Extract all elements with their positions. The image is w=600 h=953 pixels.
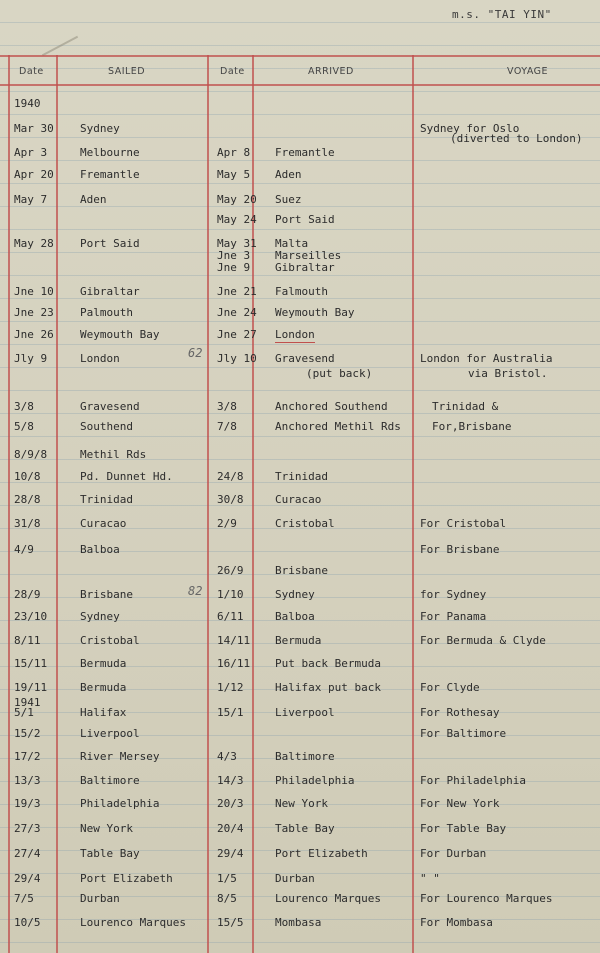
- sailed-date: Apr 20: [14, 168, 54, 181]
- sailed-date: 28/9: [14, 588, 41, 601]
- sailed-port: Baltimore: [80, 774, 140, 787]
- arrived-date: May 24: [217, 213, 257, 226]
- arrived-column-line: [412, 55, 414, 953]
- sailed-date: May 7: [14, 193, 48, 206]
- pencil-mark: 82: [188, 584, 203, 598]
- arrived-port: London: [275, 328, 315, 341]
- arrived-date: 14/3: [217, 774, 244, 787]
- sailed-date: Mar 30: [14, 122, 54, 135]
- arrived-port: Suez: [275, 193, 302, 206]
- arrived-port: Liverpool: [275, 706, 335, 719]
- voyage-note: For Clyde: [420, 681, 480, 694]
- sailed-date: Jne 26: [14, 328, 54, 341]
- sailed-port: Bermuda: [80, 681, 127, 694]
- sailed-date: 10/5: [14, 916, 41, 929]
- voyage-note: For Cristobal: [420, 517, 507, 530]
- sailed-port: New York: [80, 822, 133, 835]
- arrived-port: Anchored Methil Rds: [275, 420, 401, 433]
- arrived-date: May 5: [217, 168, 251, 181]
- arrived-date: 1/10: [217, 588, 244, 601]
- arrived-port: Mombasa: [275, 916, 322, 929]
- voyage-note: London for Australia: [420, 352, 553, 365]
- arrived-port: Table Bay: [275, 822, 335, 835]
- arrived-port: Balboa: [275, 610, 315, 623]
- arrived-date: 16/11: [217, 657, 251, 670]
- sailed-port: Halifax: [80, 706, 127, 719]
- arrived-port: New York: [275, 797, 328, 810]
- date2-column-line: [252, 55, 254, 953]
- arrived-date: 29/4: [217, 847, 244, 860]
- header-date-sailed: Date: [19, 66, 44, 77]
- sailed-port: Durban: [80, 892, 120, 905]
- arrived-port: Falmouth: [275, 285, 328, 298]
- pencil-mark: 62: [188, 346, 203, 360]
- sailed-date: Jly 9: [14, 352, 48, 365]
- arrived-port: Marseilles: [275, 249, 342, 262]
- sailed-date: 5/8: [14, 420, 34, 433]
- sailed-port: Table Bay: [80, 847, 140, 860]
- arrived-note: (put back): [306, 367, 373, 380]
- sailed-date: 5/1: [14, 706, 34, 719]
- arrived-date: Jne 24: [217, 306, 257, 319]
- voyage-note: via Bristol.: [468, 367, 548, 380]
- voyage-note: For New York: [420, 797, 500, 810]
- arrived-date: 20/3: [217, 797, 244, 810]
- arrived-port: Curacao: [275, 493, 322, 506]
- arrived-date: Jne 27: [217, 328, 257, 341]
- sailed-date: 8/11: [14, 634, 41, 647]
- arrived-date: 15/5: [217, 916, 244, 929]
- arrived-date: 15/1: [217, 706, 244, 719]
- sailed-date: 10/8: [14, 470, 41, 483]
- sailed-port: Brisbane: [80, 588, 133, 601]
- arrived-date: 14/11: [217, 634, 251, 647]
- arrived-date: May 20: [217, 193, 257, 206]
- arrived-date: 2/9: [217, 517, 237, 530]
- voyage-note: Trinidad &: [432, 400, 499, 413]
- arrived-port: Port Elizabeth: [275, 847, 368, 860]
- sailed-port: Lourenco Marques: [80, 916, 186, 929]
- sailed-date: 28/8: [14, 493, 41, 506]
- sailed-date: 3/8: [14, 400, 34, 413]
- header-date-arrived: Date: [220, 66, 245, 77]
- voyage-note: For Lourenco Marques: [420, 892, 553, 905]
- sailed-port: Gibraltar: [80, 285, 140, 298]
- sailed-port: Port Elizabeth: [80, 872, 173, 885]
- voyage-note: For Table Bay: [420, 822, 507, 835]
- arrived-port: Lourenco Marques: [275, 892, 381, 905]
- sailed-date: 29/4: [14, 872, 41, 885]
- sailed-port: Balboa: [80, 543, 120, 556]
- arrived-date: 4/3: [217, 750, 237, 763]
- arrived-port: Anchored Southend: [275, 400, 388, 413]
- sailed-port: Sydney: [80, 610, 120, 623]
- sailed-port: Methil Rds: [80, 448, 147, 461]
- sailed-port: Pd. Dunnet Hd.: [80, 470, 173, 483]
- sailed-date: May 28: [14, 237, 54, 250]
- sailed-port: Curacao: [80, 517, 127, 530]
- paper-crease: [42, 36, 78, 57]
- sailed-date: 31/8: [14, 517, 41, 530]
- sailed-port: Fremantle: [80, 168, 140, 181]
- voyage-note: For,Brisbane: [432, 420, 512, 433]
- sailed-date: 1941: [14, 696, 41, 709]
- sailed-port: Philadelphia: [80, 797, 160, 810]
- sailed-port: Port Said: [80, 237, 140, 250]
- header-sailed: SAILED: [108, 66, 146, 77]
- arrived-port: Halifax put back: [275, 681, 381, 694]
- voyage-note: Sydney for Oslo: [420, 122, 520, 135]
- sailed-port: Palmouth: [80, 306, 133, 319]
- arrived-port: Durban: [275, 872, 315, 885]
- sailed-date: 13/3: [14, 774, 41, 787]
- arrived-date: May 31: [217, 237, 257, 250]
- voyage-note: For Panama: [420, 610, 487, 623]
- sailed-column-line: [207, 55, 209, 953]
- sailed-port: Trinidad: [80, 493, 133, 506]
- header-bottom-line: [0, 84, 600, 86]
- arrived-date: 30/8: [217, 493, 244, 506]
- sailed-date: 17/2: [14, 750, 41, 763]
- sailed-date: 27/3: [14, 822, 41, 835]
- sailed-date: 15/2: [14, 727, 41, 740]
- sailed-date: 15/11: [14, 657, 48, 670]
- arrived-date: 8/5: [217, 892, 237, 905]
- voyage-note: For Brisbane: [420, 543, 500, 556]
- arrived-port: Malta: [275, 237, 309, 250]
- arrived-date: 6/11: [217, 610, 244, 623]
- sailed-date: 23/10: [14, 610, 48, 623]
- arrived-date: Apr 8: [217, 146, 251, 159]
- arrived-date: 20/4: [217, 822, 244, 835]
- arrived-date: Jne 21: [217, 285, 257, 298]
- arrived-port: Sydney: [275, 588, 315, 601]
- sailed-date: Jne 23: [14, 306, 54, 319]
- ship-title: m.s. "TAI YIN": [452, 8, 552, 21]
- arrived-date: 1/5: [217, 872, 237, 885]
- sailed-port: Liverpool: [80, 727, 140, 740]
- voyage-note: For Bermuda & Clyde: [420, 634, 546, 647]
- arrived-port: Put back Bermuda: [275, 657, 381, 670]
- sailed-date: 8/9/8: [14, 448, 48, 461]
- arrived-port: Philadelphia: [275, 774, 355, 787]
- header-arrived: ARRIVED: [308, 66, 354, 77]
- arrived-port: Bermuda: [275, 634, 322, 647]
- arrived-date: 1/12: [217, 681, 244, 694]
- sailed-date: Jne 10: [14, 285, 54, 298]
- sailed-port: Sydney: [80, 122, 120, 135]
- sailed-port: Bermuda: [80, 657, 127, 670]
- arrived-port: Fremantle: [275, 146, 335, 159]
- arrived-port: Weymouth Bay: [275, 306, 355, 319]
- arrived-port: Baltimore: [275, 750, 335, 763]
- voyage-note: For Baltimore: [420, 727, 507, 740]
- arrived-port: Gravesend: [275, 352, 335, 365]
- arrived-date: 3/8: [217, 400, 237, 413]
- sailed-date: 7/5: [14, 892, 34, 905]
- voyage-note: For Rothesay: [420, 706, 500, 719]
- sailed-port: Weymouth Bay: [80, 328, 160, 341]
- date1-column-line: [56, 55, 58, 953]
- voyage-note: " ": [420, 872, 440, 885]
- voyage-note: For Durban: [420, 847, 487, 860]
- arrived-date: 26/9: [217, 564, 244, 577]
- left-margin-line: [8, 55, 10, 953]
- voyage-note: For Philadelphia: [420, 774, 526, 787]
- sailed-date: 19/3: [14, 797, 41, 810]
- sailed-port: London: [80, 352, 120, 365]
- sailed-port: Cristobal: [80, 634, 140, 647]
- arrived-port: Aden: [275, 168, 302, 181]
- arrived-date: Jly 10: [217, 352, 257, 365]
- arrived-date: 7/8: [217, 420, 237, 433]
- sailed-date: 27/4: [14, 847, 41, 860]
- voyage-note: For Mombasa: [420, 916, 493, 929]
- sailed-date: 4/9: [14, 543, 34, 556]
- arrived-port: Trinidad: [275, 470, 328, 483]
- arrived-date: 24/8: [217, 470, 244, 483]
- sailed-port: River Mersey: [80, 750, 160, 763]
- sailed-port: Southend: [80, 420, 133, 433]
- sailed-port: Aden: [80, 193, 107, 206]
- header-top-line: [0, 55, 600, 57]
- sailed-date: 19/11: [14, 681, 48, 694]
- arrived-date: Jne 3: [217, 249, 251, 262]
- sailed-port: Melbourne: [80, 146, 140, 159]
- sailed-date: 1940: [14, 97, 41, 110]
- voyage-note: (diverted to London): [450, 132, 583, 145]
- sailed-date: Apr 3: [14, 146, 48, 159]
- arrived-date: Jne 9: [217, 261, 251, 274]
- sailed-port: Gravesend: [80, 400, 140, 413]
- arrived-port: Gibraltar: [275, 261, 335, 274]
- arrived-port: Port Said: [275, 213, 335, 226]
- arrived-port: Brisbane: [275, 564, 328, 577]
- header-voyage: VOYAGE: [507, 66, 549, 77]
- arrived-port: Cristobal: [275, 517, 335, 530]
- voyage-note: for Sydney: [420, 588, 487, 601]
